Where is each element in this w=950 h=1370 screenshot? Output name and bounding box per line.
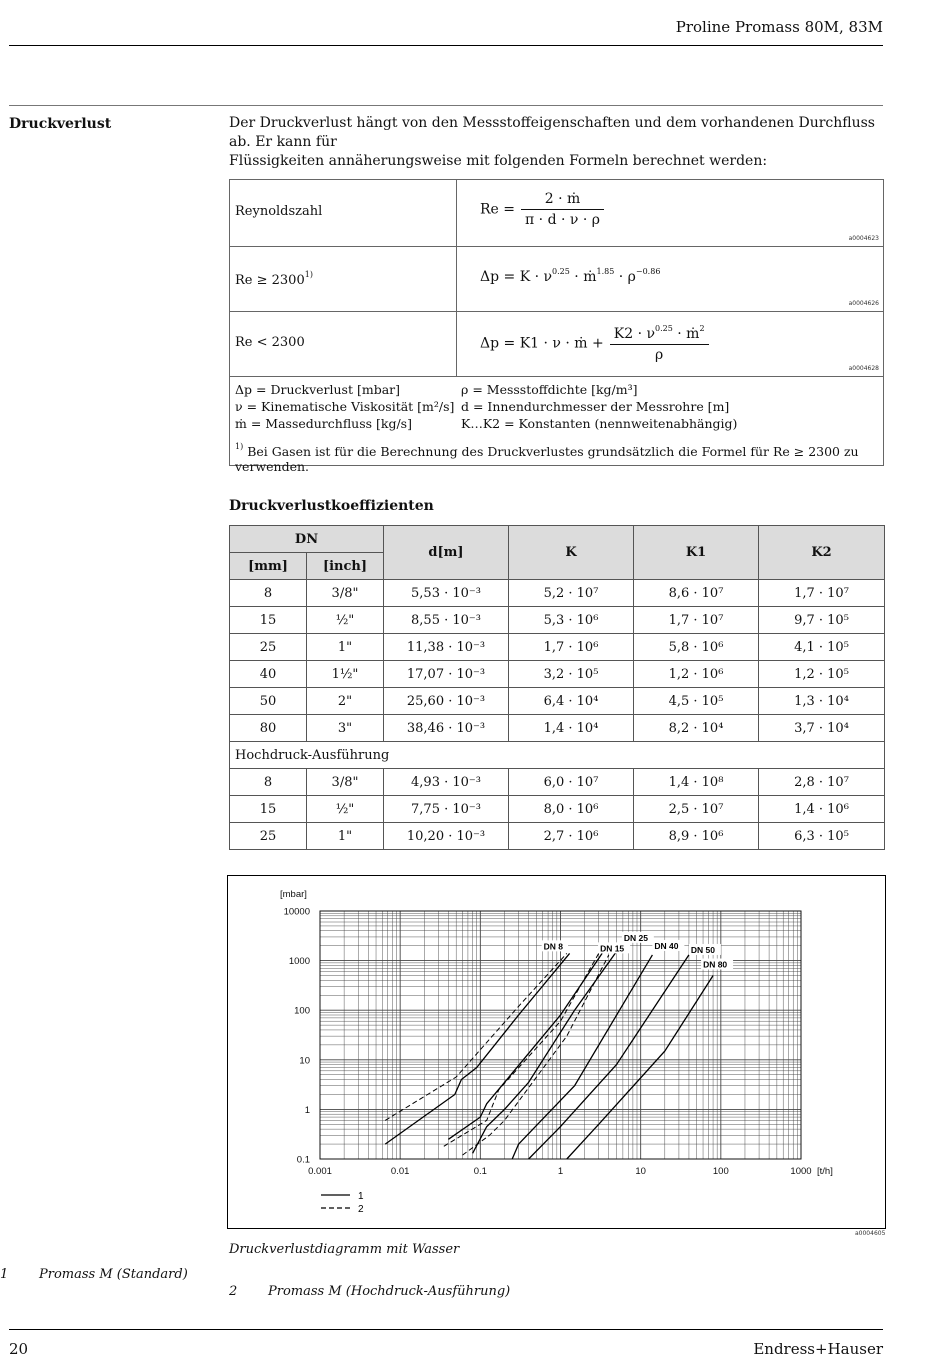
formula-part: K2 · ν [613, 326, 655, 342]
section-label: Druckverlust [9, 116, 112, 132]
table-cell: 2,7 · 10⁶ [509, 823, 634, 850]
legend-entry: d = Innendurchmesser der Messrohre [m] [461, 399, 730, 414]
fraction-numerator [610, 324, 709, 345]
high-pressure-label: Hochdruck-Ausführung [230, 742, 885, 769]
header-k1: K1 [634, 526, 759, 580]
table-row [230, 823, 885, 850]
figure-id: a0004628 [848, 365, 879, 372]
table-cell: 4,1 · 10⁵ [759, 634, 885, 661]
formula-row-laminar [230, 312, 883, 377]
table-row [230, 796, 885, 823]
table-cell: 8,55 · 10⁻³ [384, 607, 509, 634]
table-cell: 3" [307, 715, 384, 742]
table-cell: 8,2 · 10⁴ [634, 715, 759, 742]
legend-entry: ṁ = Massedurchfluss [kg/s] [235, 416, 412, 431]
table-row [230, 634, 885, 661]
table-cell: 8,9 · 10⁶ [634, 823, 759, 850]
footer-brand: Endress+Hauser [753, 1340, 883, 1358]
series-label: DN 40 [654, 940, 679, 951]
chart-svg [228, 876, 885, 1228]
table-cell: 1" [307, 634, 384, 661]
series-label: DN 80 [703, 959, 728, 970]
table-cell: 2,5 · 10⁷ [634, 796, 759, 823]
pressure-loss-chart [227, 875, 886, 1229]
table-cell: 8 [230, 580, 307, 607]
table-cell: ½" [307, 607, 384, 634]
fraction-numerator: 2 · ṁ [521, 191, 604, 210]
exponent: 0.25 [654, 324, 673, 333]
formula-label-text: Re ≥ 2300 [235, 273, 305, 288]
y-tick-label: 100 [294, 1005, 310, 1017]
caption-legend-text: Promass M (Hochdruck-Ausführung) [268, 1284, 511, 1299]
formula-row-turbulent [230, 247, 883, 312]
legend-column-right [461, 381, 737, 432]
legend-entry: K…K2 = Konstanten (nennweitenabhängig) [461, 416, 738, 431]
table-row-subheading [230, 742, 885, 769]
table-cell: 6,4 · 10⁴ [509, 688, 634, 715]
y-tick-label: 1 [304, 1104, 310, 1116]
table-cell: 3,2 · 10⁵ [509, 661, 634, 688]
table-cell: 5,3 · 10⁶ [509, 607, 634, 634]
x-tick-label: 0.1 [473, 1166, 487, 1177]
fraction [521, 191, 604, 228]
x-axis-label: [t/h] [817, 1166, 833, 1177]
series-line-dn-80-standard [567, 976, 713, 1160]
table-cell: 4,5 · 10⁵ [634, 688, 759, 715]
series-line-dn-8-high-pressure [385, 953, 567, 1120]
turbulent-formula [480, 267, 660, 285]
header-rule [9, 45, 883, 46]
footnote-ref: 1) [304, 270, 313, 279]
table-cell: 50 [230, 688, 307, 715]
legend-label: 1 [358, 1191, 364, 1202]
table-cell: 15 [230, 607, 307, 634]
table-cell: 7,75 · 10⁻³ [384, 796, 509, 823]
formula-part: · ṁ [569, 269, 597, 285]
table-cell: 1,7 · 10⁷ [759, 580, 885, 607]
table-title: Druckverlustkoeffizienten [229, 498, 434, 514]
table-row [230, 688, 885, 715]
series-line-dn-15-high-pressure [444, 953, 599, 1146]
table-cell: 8 [230, 769, 307, 796]
header-inch: [inch] [307, 553, 384, 580]
formula-label: Reynoldszahl [235, 204, 323, 219]
table-cell: 1,7 · 10⁷ [634, 607, 759, 634]
table-cell: 3/8" [307, 769, 384, 796]
formula-part: Δp = K1 · ν · ṁ + [480, 335, 604, 352]
table-cell: 1" [307, 823, 384, 850]
x-tick-label: 0.001 [308, 1166, 332, 1177]
table-cell: 6,3 · 10⁵ [759, 823, 885, 850]
table-cell: 15 [230, 796, 307, 823]
table-cell: 1,4 · 10⁶ [759, 796, 885, 823]
footer-rule [9, 1329, 883, 1330]
formula-label: Re < 2300 [235, 335, 305, 350]
footnote [235, 442, 883, 474]
table-cell: 6,0 · 10⁷ [509, 769, 634, 796]
table-cell: 11,38 · 10⁻³ [384, 634, 509, 661]
legend-label: 2 [358, 1204, 364, 1215]
caption-legend-number: 2 [229, 1284, 238, 1299]
figure-id: a0004605 [855, 1230, 886, 1237]
table-cell: 3/8" [307, 580, 384, 607]
series-label: DN 8 [543, 941, 564, 952]
table-cell: ½" [307, 796, 384, 823]
intro-text [229, 114, 884, 171]
series-line-dn-25-high-pressure [463, 955, 609, 1155]
reynolds-formula [480, 191, 604, 228]
table-cell: 1½" [307, 661, 384, 688]
series-label: DN 50 [690, 944, 716, 955]
exponent: 2 [699, 324, 705, 333]
table-cell: 8,6 · 10⁷ [634, 580, 759, 607]
intro-line: Der Druckverlust hängt von den Messstoffeigenschaften und dem vorhandenen Durchfluss ab. Er kann für [229, 115, 875, 150]
laminar-formula [480, 324, 709, 363]
table-cell: 25 [230, 634, 307, 661]
series-label: DN 15 [600, 943, 625, 954]
caption-legend-number: 1 [0, 1267, 9, 1282]
table-cell: 2" [307, 688, 384, 715]
x-tick-label: 10 [635, 1166, 646, 1177]
header-mm: [mm] [230, 553, 307, 580]
legend-entry: ν = Kinematische Viskosität [m²/s] [235, 399, 455, 414]
page-number: 20 [9, 1340, 29, 1358]
series-line-dn-8-standard [385, 953, 569, 1144]
header-k: K [509, 526, 634, 580]
formula-label [235, 270, 313, 288]
table-cell: 5,2 · 10⁷ [509, 580, 634, 607]
footnote-mark: 1) [235, 442, 244, 451]
formula-box [229, 179, 884, 474]
table-cell: 1,3 · 10⁴ [759, 688, 885, 715]
table-cell: 1,2 · 10⁶ [634, 661, 759, 688]
table-cell: 25 [230, 823, 307, 850]
table-cell: 1,4 · 10⁸ [634, 769, 759, 796]
y-tick-label: 1000 [288, 956, 310, 968]
formula-lhs: Re = [480, 201, 516, 218]
header-k2: K2 [759, 526, 885, 580]
y-tick-label: 10000 [283, 906, 310, 918]
table-cell: 4,93 · 10⁻³ [384, 769, 509, 796]
table-row [230, 769, 885, 796]
caption-legend-text: Promass M (Standard) [39, 1267, 188, 1282]
table-cell: 10,20 · 10⁻³ [384, 823, 509, 850]
legend-entry: Δp = Druckverlust [mbar] [235, 382, 401, 397]
x-tick-label: 0.01 [390, 1166, 410, 1177]
x-tick-label: 1 [557, 1166, 564, 1177]
y-axis-label: [mbar] [280, 889, 307, 900]
table-row [230, 661, 885, 688]
fraction-denominator: ρ [655, 347, 664, 363]
table-cell: 2,8 · 10⁷ [759, 769, 885, 796]
table-cell: 40 [230, 661, 307, 688]
x-tick-label: 100 [712, 1166, 729, 1177]
legend-column-left [235, 381, 454, 432]
fraction [610, 324, 709, 363]
formula-row-reynolds [230, 180, 883, 247]
table-row [230, 715, 885, 742]
figure-id: a0004623 [848, 235, 879, 242]
table-cell: 17,07 · 10⁻³ [384, 661, 509, 688]
table-cell: 25,60 · 10⁻³ [384, 688, 509, 715]
table-cell: 3,7 · 10⁴ [759, 715, 885, 742]
intro-line: Flüssigkeiten annäherungsweise mit folgenden Formeln berechnet werden: [229, 153, 768, 169]
exponent: 1.85 [596, 267, 615, 276]
table-cell: 9,7 · 10⁵ [759, 607, 885, 634]
table-cell: 80 [230, 715, 307, 742]
x-tick-label: 1000 [790, 1166, 812, 1177]
series-line-dn-25-standard [473, 947, 620, 1154]
table-cell: 38,46 · 10⁻³ [384, 715, 509, 742]
table-cell: 1,7 · 10⁶ [509, 634, 634, 661]
section-rule [9, 105, 883, 106]
formula-part: · ṁ [672, 326, 700, 342]
exponent: 0.25 [552, 267, 570, 276]
page-header-title: Proline Promass 80M, 83M [675, 18, 883, 36]
formula-part: · ρ [614, 269, 636, 285]
fraction-denominator: π · d · ν · ρ [525, 212, 600, 228]
y-tick-label: 0.1 [296, 1154, 310, 1166]
table-cell: 5,8 · 10⁶ [634, 634, 759, 661]
table-cell: 1,4 · 10⁴ [509, 715, 634, 742]
series-line-dn-15-standard [448, 953, 602, 1139]
exponent: −0.86 [635, 267, 661, 276]
header-dn: DN [230, 526, 384, 553]
table-body [230, 580, 885, 850]
table-row [230, 607, 885, 634]
chart-caption: Druckverlustdiagramm mit Wasser [229, 1242, 460, 1257]
figure-id: a0004626 [848, 300, 879, 307]
table-cell: 1,2 · 10⁵ [759, 661, 885, 688]
table-cell: 8,0 · 10⁶ [509, 796, 634, 823]
series-label: DN 25 [623, 932, 648, 943]
y-tick-label: 10 [299, 1055, 310, 1067]
formula-part: Δp = K · ν [480, 269, 553, 285]
table-cell: 5,53 · 10⁻³ [384, 580, 509, 607]
coefficient-table [229, 525, 885, 850]
footnote-text: Bei Gasen ist für die Berechnung des Druckverlustes grundsätzlich die Formel für Re ≥ 2300 zu verwenden. [235, 444, 859, 474]
table-row [230, 580, 885, 607]
legend-entry: ρ = Messstoffdichte [kg/m³] [461, 382, 638, 397]
series-line-dn-40-standard [512, 955, 652, 1159]
header-d: d[m] [384, 526, 509, 580]
